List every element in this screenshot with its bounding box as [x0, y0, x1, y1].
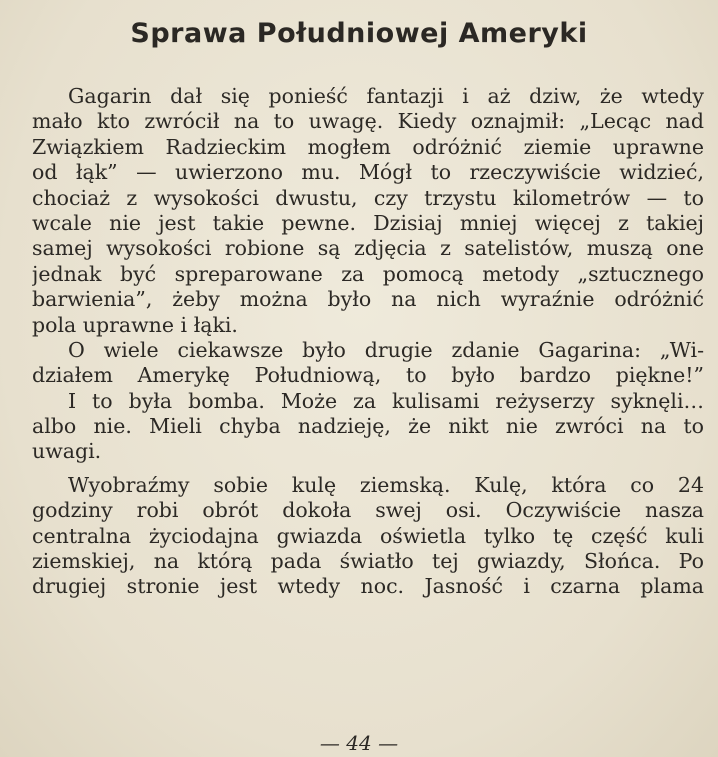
- text-line: albo nie. Mieli chyba nadzieję, że nikt nie zwróci na to: [32, 414, 704, 439]
- text-line: od łąk” — uwierzono mu. Mógł to rzeczywiście widzieć,: [32, 160, 704, 185]
- text-line: barwienia”, żeby można było na nich wyraźnie odróżnić: [32, 287, 704, 312]
- text-line: centralna życiodajna gwiazda oświetla tylko tę część kuli: [32, 523, 704, 548]
- text-line: ziemskiej, na którą pada światło tej gwiazdy, Słońca. Po: [32, 549, 704, 574]
- body-text: [32, 84, 704, 600]
- text-line: samej wysokości robione są zdjęcia z satelistów, muszą one: [32, 236, 704, 261]
- text-line: wcale nie jest takie pewne. Dzisiaj mniej więcej z takiej: [32, 210, 704, 235]
- text-line: chociaż z wysokości dwustu, czy trzystu kilometrów — to: [32, 185, 704, 210]
- text-line: mało kto zwrócił na to uwagę. Kiedy oznajmił: „Lecąc nad: [32, 109, 704, 134]
- paragraph: [32, 84, 704, 338]
- page-number: — 44 —: [319, 731, 399, 755]
- text-line: drugiej stronie jest wtedy noc. Jasność i czarna plama: [32, 574, 704, 599]
- text-line: O wiele ciekawsze było drugie zdanie Gagarina: „Wi-: [68, 337, 704, 362]
- text-line: działem Amerykę Południową, to było bardzo piękne!”: [32, 363, 704, 388]
- paragraph: [32, 389, 704, 465]
- text-line: I to była bomba. Może za kulisami reżyserzy syknęli…: [68, 388, 704, 413]
- text-line: Wyobraźmy sobie kulę ziemską. Kulę, która co 24: [68, 472, 704, 497]
- text-line: Gagarin dał się ponieść fantazji i aż dziw, że wtedy: [68, 84, 704, 108]
- text-line: uwagi.: [32, 439, 102, 464]
- text-line: pola uprawne i łąki.: [32, 312, 238, 337]
- text-line: Związkiem Radzieckim mogłem odróżnić ziemie uprawne: [32, 134, 704, 159]
- chapter-title: Sprawa Południowej Ameryki: [130, 18, 588, 49]
- paragraph: [32, 338, 704, 389]
- text-line: godziny robi obrót dokoła swej osi. Oczywiście nasza: [32, 498, 704, 523]
- paragraph: [32, 473, 704, 600]
- text-line: jednak być spreparowane za pomocą metody „sztucznego: [32, 261, 704, 286]
